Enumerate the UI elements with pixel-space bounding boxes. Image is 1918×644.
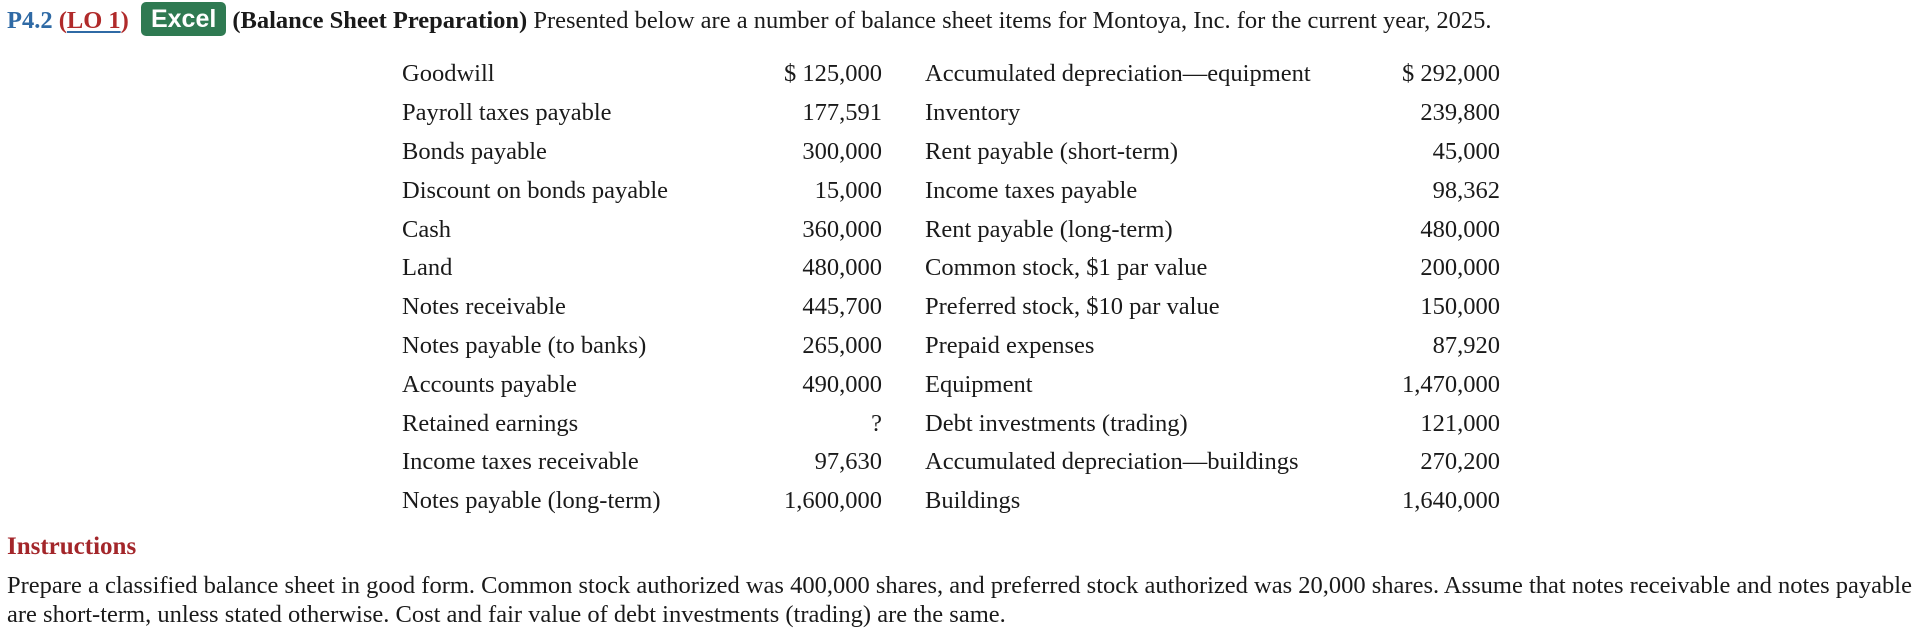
instructions-heading: Instructions xyxy=(7,533,137,560)
left-item-amount: ? xyxy=(871,409,882,437)
column-gap xyxy=(882,94,925,133)
table-row xyxy=(402,94,1500,133)
excel-badge[interactable]: Excel xyxy=(141,2,226,36)
problem-description: Presented below are a number of balance sheet items for Montoya, Inc. for the current year, 2025. xyxy=(533,7,1492,34)
right-item-amount: 239,800 xyxy=(1420,99,1500,127)
left-item-label: Retained earnings xyxy=(402,409,579,437)
right-item-label: Rent payable (short-term) xyxy=(925,137,1179,165)
left-item-amount: 97,630 xyxy=(814,448,882,476)
column-gap xyxy=(882,171,925,210)
table-row xyxy=(402,327,1500,366)
left-item-label: Land xyxy=(402,254,453,282)
right-item-label: Accumulated depreciation—buildings xyxy=(925,448,1299,476)
right-item-amount: 1,470,000 xyxy=(1402,370,1500,398)
right-item-label: Inventory xyxy=(925,99,1021,127)
left-item-amount: 300,000 xyxy=(802,137,882,165)
right-item-amount: 150,000 xyxy=(1420,293,1500,321)
left-item-amount: 177,591 xyxy=(802,99,882,127)
right-item-label: Prepaid expenses xyxy=(925,331,1095,359)
right-item-label: Equipment xyxy=(925,370,1033,398)
table-row xyxy=(402,171,1500,210)
right-item-amount: 270,200 xyxy=(1420,448,1500,476)
left-item-amount: $ 125,000 xyxy=(784,60,882,88)
table-row xyxy=(402,288,1500,327)
right-item-amount: $ 292,000 xyxy=(1402,60,1500,88)
right-item-amount: 45,000 xyxy=(1432,137,1500,165)
right-item-amount: 480,000 xyxy=(1420,215,1500,243)
left-item-amount: 1,600,000 xyxy=(784,487,882,515)
column-gap xyxy=(882,55,925,94)
balance-sheet-items-table xyxy=(402,55,1500,521)
left-item-label: Income taxes receivable xyxy=(402,448,639,476)
right-item-amount: 87,920 xyxy=(1432,331,1500,359)
right-item-label: Income taxes payable xyxy=(925,176,1138,204)
left-item-label: Notes receivable xyxy=(402,293,566,321)
column-gap xyxy=(882,365,925,404)
column-gap xyxy=(882,443,925,482)
left-item-label: Goodwill xyxy=(402,60,495,88)
lo-close-paren: ) xyxy=(120,7,129,34)
table-row xyxy=(402,210,1500,249)
left-item-amount: 15,000 xyxy=(814,176,882,204)
column-gap xyxy=(882,288,925,327)
table-row xyxy=(402,404,1500,443)
left-item-label: Notes payable (to banks) xyxy=(402,331,647,359)
problem-number: P4.2 xyxy=(7,7,53,34)
left-item-label: Discount on bonds payable xyxy=(402,176,669,204)
right-item-label: Buildings xyxy=(925,487,1021,515)
left-item-amount: 265,000 xyxy=(802,331,882,359)
column-gap xyxy=(882,133,925,172)
right-item-amount: 200,000 xyxy=(1420,254,1500,282)
table-row xyxy=(402,443,1500,482)
lo-open-paren: ( xyxy=(58,7,67,34)
table-row xyxy=(402,249,1500,288)
table-row xyxy=(402,482,1500,521)
right-item-amount: 121,000 xyxy=(1420,409,1500,437)
left-item-label: Notes payable (long-term) xyxy=(402,487,661,515)
column-gap xyxy=(882,210,925,249)
column-gap xyxy=(882,249,925,288)
right-item-amount: 1,640,000 xyxy=(1402,487,1500,515)
right-item-label: Preferred stock, $10 par value xyxy=(925,293,1220,321)
right-item-label: Common stock, $1 par value xyxy=(925,254,1208,282)
learning-objective-link[interactable]: LO 1 xyxy=(66,7,121,34)
left-item-amount: 490,000 xyxy=(802,370,882,398)
left-item-label: Bonds payable xyxy=(402,137,547,165)
column-gap xyxy=(882,482,925,521)
left-item-label: Payroll taxes payable xyxy=(402,99,612,127)
table-row xyxy=(402,365,1500,404)
table-row xyxy=(402,133,1500,172)
left-item-amount: 360,000 xyxy=(802,215,882,243)
problem-header xyxy=(7,2,1492,40)
column-gap xyxy=(882,404,925,443)
column-gap xyxy=(882,327,925,366)
table-row xyxy=(402,55,1500,94)
problem-title: (Balance Sheet Preparation) xyxy=(232,7,528,34)
right-item-amount: 98,362 xyxy=(1432,176,1500,204)
left-item-amount: 445,700 xyxy=(802,293,882,321)
left-item-amount: 480,000 xyxy=(802,254,882,282)
left-item-label: Accounts payable xyxy=(402,370,577,398)
right-item-label: Rent payable (long-term) xyxy=(925,215,1173,243)
right-item-label: Debt investments (trading) xyxy=(925,409,1188,437)
left-item-label: Cash xyxy=(402,215,451,243)
items-body xyxy=(402,55,1500,521)
instructions-text: Prepare a classified balance sheet in good form. Common stock authorized was 400,000 shares, and preferred stock authorized was 20,000 shares. Assume that notes receivable and notes payable are short-term, unless stated otherwise. Cost and fair value of debt investments (trading) are the same. xyxy=(7,572,1912,628)
right-item-label: Accumulated depreciation—equipment xyxy=(925,60,1311,88)
